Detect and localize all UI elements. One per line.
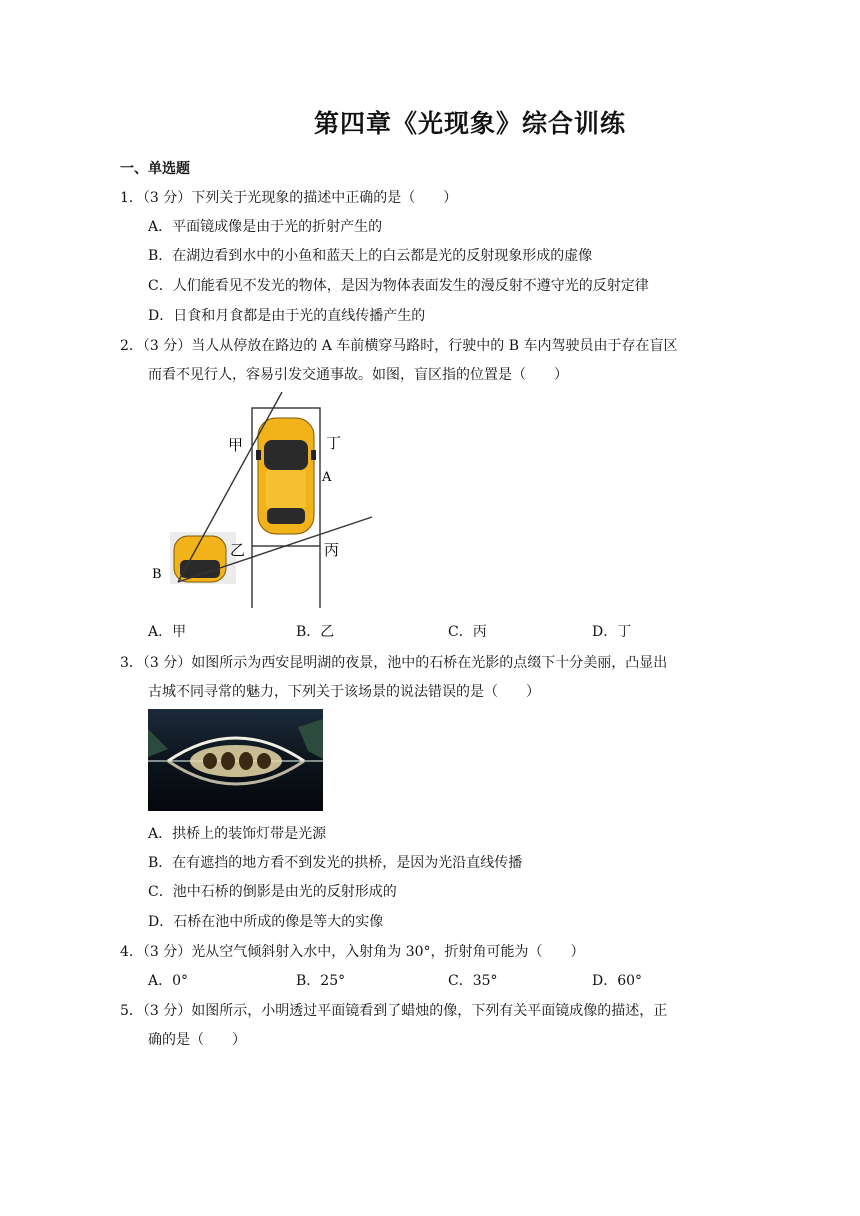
question-3-option-c: C．池中石桥的倒影是由光的反射形成的: [148, 884, 397, 900]
question-4-stem: 4．（3 分）光从空气倾斜射入水中，入射角为 30°，折射角可能为（ ）: [120, 944, 585, 960]
question-2-option-a: A．甲: [148, 624, 187, 640]
question-3-option-b: B．在有遮挡的地方看不到发光的拱桥，是因为光沿直线传播: [148, 855, 523, 871]
label-a: A: [322, 470, 332, 485]
question-3-stem-line-1: 3．（3 分）如图所示为西安昆明湖的夜景，池中的石桥在光影的点缀下十分美丽，凸显出: [120, 655, 668, 671]
question-1-option-d: D．日食和月食都是由于光的直线传播产生的: [148, 308, 426, 324]
page-title: 第四章《光现象》综合训练: [313, 109, 626, 138]
question-1-stem: 1．（3 分）下列关于光现象的描述中正确的是（ ）: [120, 190, 458, 206]
question-1-option-a: A．平面镜成像是由于光的折射产生的: [148, 219, 383, 235]
question-2-stem-line-1: 2．（3 分）当人从停放在路边的 A 车前横穿马路时，行驶中的 B 车内驾驶员由于存在盲区: [120, 338, 678, 354]
question-1-option-c: C．人们能看见不发光的物体，是因为物体表面发生的漫反射不遵守光的反射定律: [148, 278, 649, 294]
question-4-option-a: A．0°: [148, 973, 189, 989]
question-5-stem-line-2: 确的是（ ）: [148, 1032, 246, 1048]
question-3-option-a: A．拱桥上的装饰灯带是光源: [148, 826, 327, 842]
car-b-icon: [170, 532, 236, 584]
label-ding: 丁: [326, 434, 342, 452]
question-2-option-d: D．丁: [592, 624, 632, 640]
question-3-option-d: D．石桥在池中所成的像是等大的实像: [148, 914, 384, 930]
question-4-option-d: D．60°: [592, 973, 643, 989]
label-bing: 丙: [324, 541, 340, 559]
question-1-option-b: B．在湖边看到水中的小鱼和蓝天上的白云都是光的反射现象形成的虚像: [148, 248, 593, 264]
blind-spot-figure: [150, 392, 380, 612]
question-5-stem-line-1: 5．（3 分）如图所示，小明透过平面镜看到了蜡烛的像，下列有关平面镜成像的描述，正: [120, 1003, 668, 1019]
question-2-option-b: B．乙: [296, 624, 335, 640]
car-a-icon: [256, 418, 316, 534]
label-b: B: [152, 567, 162, 582]
question-2-stem-line-2: 而看不见行人，容易引发交通事故。如图，盲区指的位置是（ ）: [148, 367, 568, 383]
label-jia: 甲: [228, 436, 244, 454]
question-2-option-c: C．丙: [448, 624, 487, 640]
question-3-stem-line-2: 古城不同寻常的魅力，下列关于该场景的说法错误的是（ ）: [148, 684, 540, 700]
label-yi: 乙: [230, 541, 246, 559]
question-4-option-b: B．25°: [296, 973, 346, 989]
section-heading: 一、单选题: [120, 161, 190, 177]
question-4-option-c: C．35°: [448, 973, 498, 989]
bridge-night-photo: [148, 709, 323, 811]
